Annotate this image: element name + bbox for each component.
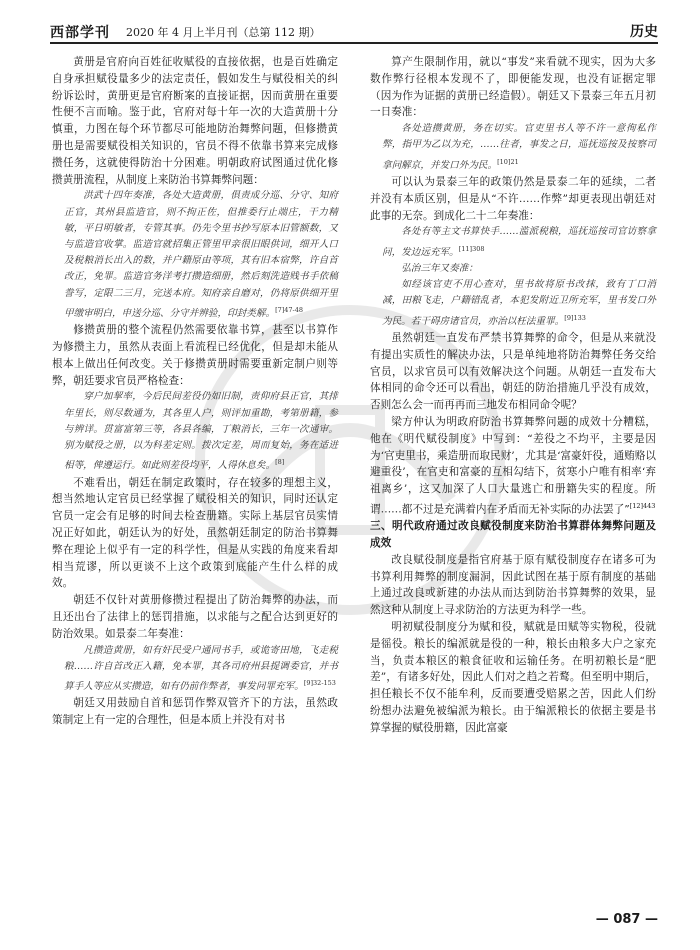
- text: 三、明代政府通过改良赋役制度来防治书算群体舞弊问题及成效: [370, 520, 656, 550]
- journal-issue: 2020 年 4 月上半月刊（总第 112 期）: [126, 26, 321, 39]
- text: 改良赋役制度是指官府基于原有赋役制度存在诸多可为书算利用舞弊的制度漏洞，因此试图在基于原有制度的基础上通过改良或新建的办法从而达到防治书算舞弊的效果，显然这种从制度上寻求防治的方法更为科学一些。: [370, 553, 656, 617]
- citation-ref: [9]133: [564, 313, 586, 322]
- paragraph: [370, 330, 656, 414]
- text: 可以认为景泰三年的政策仍然是景泰二年的延续，二者并没有本质区别，但是从“不许……作弊”却更表现出朝廷对此事的无奈。到成化二十二年奏准：: [370, 175, 656, 222]
- section-heading: [370, 518, 656, 552]
- paragraph: [52, 322, 338, 389]
- right-column: [370, 54, 656, 737]
- text: 虽然朝廷一直发布严禁书算舞弊的命令，但是从来就没有提出实质性的解决办法，只是单纯地将防治舞弊任务交给官员，以求官员可以有效解决这个问题。从朝廷一直发布大体相同的命令还可以看出，朝廷的防治措施几乎没有成效，否则怎么会一而再再而三地发布相同命令呢？: [370, 331, 656, 412]
- citation-ref: [7]47-48: [275, 305, 304, 314]
- header-rule: [50, 42, 658, 44]
- paragraph: [370, 54, 656, 121]
- block-quote: [52, 389, 338, 474]
- block-quote: [370, 261, 656, 277]
- page-header: [50, 20, 658, 42]
- citation-ref: [8]: [275, 458, 285, 467]
- text: 不难看出，朝廷在制定政策时，存在较多的理想主义，想当然地认定官员已经掌握了赋役相关的知识，同时还认定官员一定会有足够的时间去检查册籍。实际上基层官员实情况正好如此，朝廷认为的好处，虽然朝廷制定的防治书算舞弊在理论上似乎有一定的科学性，但是从实践的角度来看却相当荒谬，所以更谈不上这个政策到底能产生什么样的成效。: [52, 476, 338, 590]
- paragraph: [370, 174, 656, 224]
- text: 梁方仲认为明政府防治书算舞弊问题的成效十分糟糕，他在《明代赋役制度》中写到：“差役之不均平，主要是因为‘官吏里书，乘造册而取民财’，尤其是‘富豪奸役，通贿赂以避重役’，在官吏和富豪的互相勾结下，贫寒小户唯有相率‘弃祖离乡’，这又加深了人口大量逃亡和册籍失实的程度。所谓……都不过是充满着内在矛盾而无补实际的办法罢了”: [370, 415, 656, 516]
- text: 洪武十四年奏准，各处大造黄册，俱责成分巡、分守、知府正官，其州县监造官，则不拘正佐，但推委行止端庄，干力精敏，平日明敏者，专管其事。仍先令里书抄写原本旧管额数，又与监造官收掌。监造官就招集正管里甲亲很旧眼供词，细开人口及税粮消长出入的数，并户籍原由等项，其有旧本宿弊，许自首改正，免罪。监造官务洋考打攒造细册，然后刻洗造贱书手依稿誊写，定限二三月，完送本府。知府亲自磨对，仍将原供细开里甲缴审明白，申送分巡、分守并辨验，印封类解。: [64, 190, 338, 319]
- paragraph: [370, 552, 656, 619]
- block-quote: [370, 121, 656, 174]
- text: 弘治三年又奏准：: [401, 262, 478, 274]
- text: 修攒黄册的整个流程仍然需要依靠书算，甚至以书算作为修攒主力，虽然从表面上看流程已经优化，但是却未能从根本上做出任何改变。关于修攒黄册时需要重新定制户则等弊，朝廷要求官员严格检查：: [52, 324, 338, 387]
- citation-ref: [9]32-153: [303, 678, 336, 687]
- text: 朝廷不仅针对黄册修攒过程提出了防治舞弊的办法，而且还出台了法律上的惩罚措施，以求能与之配合达到更好的防治效果。如景泰二年奏准：: [52, 594, 338, 640]
- page-number: — 087 —: [595, 912, 658, 927]
- paragraph: [52, 475, 338, 593]
- paragraph: [52, 695, 338, 729]
- block-quote: [52, 188, 338, 322]
- paragraph: [370, 619, 656, 737]
- text: 穿户加挈率，今后民间差役仍如旧制，责仰府县正官，其排年里长，则尽数通为，其各里人户，则评加重勘，考第册籍，参与辨详。贯富富第三等，各县各编，丁粮消长，三年一次通审。别为赋役之册，以为科差定则。拨次定差，周而复始，务在适进相等，俾遵运行。如此则差役均平，人得休息矣。: [64, 391, 338, 472]
- paragraph: [370, 414, 656, 518]
- text: 朝廷又用鼓励自首和惩罚作弊双管齐下的方法，虽然政策制定上有一定的合理性，但是本质上并没有对书: [52, 697, 338, 727]
- journal-logo: 西部学刊: [50, 25, 110, 41]
- text: 如经该官吏不用心查对，里书故将原书改抹，致有丁口消减，田粮飞走，户籍错乱者，本犯发附近卫所充军，里书发口外为民。若干碍房诸官员，亦治以枉法重罪。: [382, 279, 656, 327]
- block-quote: [370, 277, 656, 330]
- text: 各处有等主文书算快手……滥派税粮，巡抚巡按司官访察拿问，发边远充军。: [382, 226, 656, 258]
- section-name: 历史: [630, 24, 658, 40]
- text: 明初赋役制度分为赋和役，赋就是田赋等实物税，役就是徭役。粮长的编派就是役的一种，粮长由粮多大户之家充当，负责本粮区的粮食征收和运输任务。在明初粮长是“肥差”，有诸多好处，因此人们对之趋之若鹜。但至明中期后，担任粮长不仅不能牟利，反而要遭受赔累之苦，因此人们纷纷想办法避免被编派为粮长。由于编派粮长的依据主要是书算掌握的赋役册籍，因此富豪: [370, 621, 656, 734]
- citation-ref: [11]308: [458, 244, 485, 253]
- paragraph: [52, 592, 338, 642]
- text: 算产生限制作用，就以“事发”来看就不现实，因为大多数作弊行径根本发现不了，即便能发现，也没有证据定罪（因为作为证据的黄册已经造假）。朝廷又下景泰三年五月初一日奏准：: [370, 56, 656, 119]
- text: 凡攒造黄册，如有奸民受户通同书手，或诡寄田地，飞走税粮……许自首改正入籍，免本罪，其各司府州县提调委官，并书算手人等应从实攒造，如有仍前作弊者，事发问罪充军。: [64, 644, 338, 693]
- citation-ref: [12]443: [629, 501, 656, 510]
- text: 黄册是官府向百姓征收赋役的直接依据，也是百姓确定自身承担赋役量多少的法定责任，假如发生与赋役相关的纠纷诉讼时，黄册更是官府断案的直接证据，因而黄册在重要性便不言而喻。鉴于此，官府对每十年一次的大造黄册十分慎重，力图在每个环节都尽可能地防治舞弊问题，但修攒黄册也是需要赋役相关知识的，官员不得不依靠书算来完成修攒任务，这就使得防治十分困难。明朝政府试图通过优化修攒黄册流程，从制度上来防治书算舞弊问题：: [52, 56, 338, 186]
- block-quote: [370, 224, 656, 261]
- text: 各处造攒黄册，务在切实。官吏里书人等不许一意徇私作弊，指甲为乙以为充，……往者，事发之日，巡抚巡按及按察司拿问解京，并发口外为民。: [382, 123, 656, 171]
- left-column: [52, 54, 338, 729]
- paragraph: [52, 54, 338, 188]
- citation-ref: [10]21: [497, 157, 519, 166]
- block-quote: [52, 643, 338, 696]
